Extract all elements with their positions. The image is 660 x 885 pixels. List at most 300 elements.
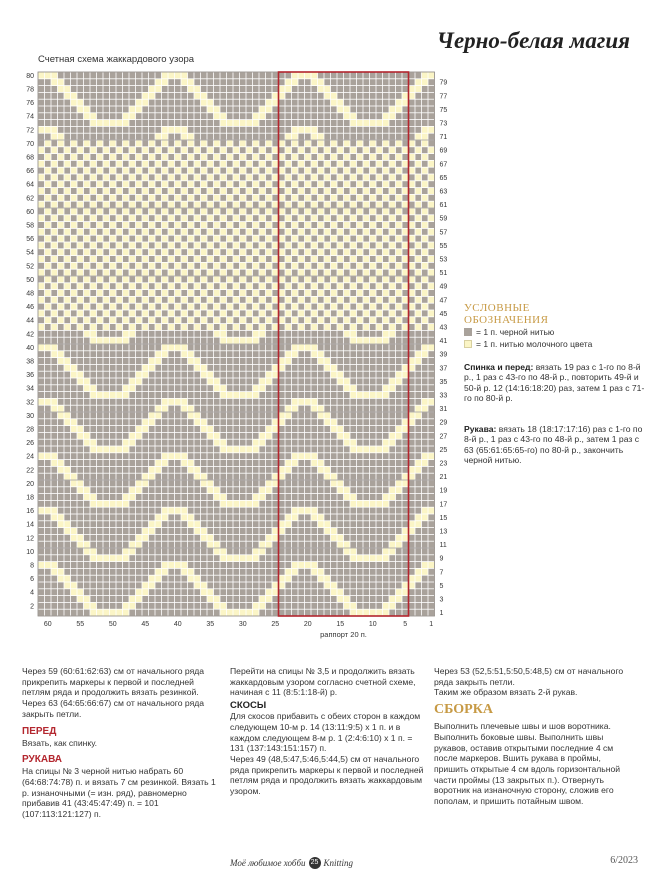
chart-cell <box>272 474 278 480</box>
chart-cell <box>370 576 376 582</box>
chart-cell <box>331 535 337 541</box>
chart-cell <box>38 195 44 201</box>
chart-cell <box>318 480 324 486</box>
chart-cell <box>272 569 278 575</box>
chart-cell <box>110 542 116 548</box>
chart-cell <box>279 542 285 548</box>
chart-cell <box>77 106 83 112</box>
chart-cell <box>389 487 395 493</box>
chart-cell <box>376 113 382 119</box>
chart-cell <box>389 385 395 391</box>
chart-cell <box>77 548 83 554</box>
chart-cell <box>363 514 369 520</box>
chart-cell <box>84 79 90 85</box>
chart-cell <box>84 392 90 398</box>
chart-cell <box>415 215 421 221</box>
chart-cell <box>363 453 369 459</box>
chart-cell <box>181 535 187 541</box>
legend-title-2: ОБОЗНАЧЕНИЯ <box>464 314 549 326</box>
chart-cell <box>337 474 343 480</box>
chart-cell <box>64 324 70 330</box>
chart-cell <box>285 528 291 534</box>
chart-cell <box>97 229 103 235</box>
chart-cell <box>253 290 259 296</box>
chart-cell <box>246 610 252 616</box>
chart-cell <box>136 290 142 296</box>
chart-cell <box>129 79 135 85</box>
chart-cell <box>194 535 200 541</box>
chart-cell <box>396 521 402 527</box>
chart-cell <box>214 399 220 405</box>
chart-cell <box>246 528 252 534</box>
chart-cell <box>415 603 421 609</box>
chart-cell <box>422 521 428 527</box>
chart-cell <box>64 222 70 228</box>
chart-cell <box>142 249 148 255</box>
chart-cell <box>175 406 181 412</box>
chart-cell <box>97 100 103 106</box>
chart-cell <box>337 433 343 439</box>
chart-cell <box>123 555 129 561</box>
chart-cell <box>77 140 83 146</box>
chart-cell <box>402 555 408 561</box>
chart-cell <box>97 222 103 228</box>
chart-cell <box>123 412 129 418</box>
chart-cell <box>38 338 44 344</box>
chart-cell <box>253 100 259 106</box>
chart-cell <box>389 542 395 548</box>
chart-cell <box>58 140 64 146</box>
chart-cell <box>253 283 259 289</box>
chart-cell <box>370 106 376 112</box>
chart-cell <box>142 168 148 174</box>
chart-cell <box>376 542 382 548</box>
chart-cell <box>363 134 369 140</box>
chart-cell <box>409 514 415 520</box>
chart-cell <box>363 446 369 452</box>
chart-cell <box>116 113 122 119</box>
chart-cell <box>38 120 44 126</box>
chart-cell <box>285 358 291 364</box>
chart-cell <box>51 208 57 214</box>
chart-cell <box>207 412 213 418</box>
chart-cell <box>402 487 408 493</box>
chart-cell <box>110 548 116 554</box>
chart-cell <box>409 426 415 432</box>
chart-cell <box>376 514 382 520</box>
chart-cell <box>45 106 51 112</box>
chart-cell <box>272 147 278 153</box>
chart-cell <box>363 378 369 384</box>
chart-cell <box>123 569 129 575</box>
chart-cell <box>149 283 155 289</box>
chart-cell <box>402 79 408 85</box>
chart-cell <box>116 263 122 269</box>
chart-cell <box>389 596 395 602</box>
chart-cell <box>84 208 90 214</box>
chart-cell <box>220 270 226 276</box>
chart-cell <box>97 521 103 527</box>
chart-cell <box>305 351 311 357</box>
chart-cell <box>58 365 64 371</box>
chart-cell <box>207 480 213 486</box>
chart-cell <box>64 535 70 541</box>
chart-cell <box>64 208 70 214</box>
chart-cell <box>402 535 408 541</box>
chart-cell <box>71 304 77 310</box>
chart-cell <box>116 603 122 609</box>
chart-cell <box>344 548 350 554</box>
chart-cell <box>110 603 116 609</box>
chart-cell <box>188 467 194 473</box>
chart-cell <box>337 412 343 418</box>
chart-cell <box>253 548 259 554</box>
chart-cell <box>123 460 129 466</box>
chart-cell <box>357 603 363 609</box>
chart-cell <box>175 542 181 548</box>
chart-cell <box>357 569 363 575</box>
chart-cell <box>272 222 278 228</box>
chart-cell <box>266 596 272 602</box>
chart-cell <box>103 222 109 228</box>
chart-cell <box>207 569 213 575</box>
chart-cell <box>305 100 311 106</box>
chart-cell <box>292 188 298 194</box>
chart-cell <box>396 460 402 466</box>
chart-cell <box>194 242 200 248</box>
chart-cell <box>409 338 415 344</box>
chart-cell <box>305 542 311 548</box>
chart-cell <box>220 589 226 595</box>
chart-cell <box>357 474 363 480</box>
chart-cell <box>318 297 324 303</box>
chart-cell <box>181 304 187 310</box>
chart-cell <box>116 514 122 520</box>
chart-cell <box>259 474 265 480</box>
chart-cell <box>363 93 369 99</box>
chart-cell <box>422 120 428 126</box>
chart-cell <box>207 93 213 99</box>
chart-cell <box>363 249 369 255</box>
chart-cell <box>298 215 304 221</box>
chart-cell <box>305 576 311 582</box>
chart-cell <box>149 242 155 248</box>
chart-cell <box>194 542 200 548</box>
chart-cell <box>227 480 233 486</box>
chart-cell <box>136 542 142 548</box>
chart-cell <box>103 195 109 201</box>
chart-cell <box>298 426 304 432</box>
chart-cell <box>331 242 337 248</box>
chart-cell <box>155 446 161 452</box>
chart-cell <box>181 412 187 418</box>
chart-cell <box>71 338 77 344</box>
legend-title-1: УСЛОВНЫЕ <box>464 302 530 314</box>
chart-cell <box>64 426 70 432</box>
chart-cell <box>77 304 83 310</box>
chart-cell <box>389 270 395 276</box>
chart-cell <box>71 256 77 262</box>
chart-cell <box>272 582 278 588</box>
chart-cell <box>123 188 129 194</box>
chart-cell <box>175 215 181 221</box>
row-tick-left: 20 <box>26 480 34 488</box>
chart-cell <box>71 548 77 554</box>
chart-cell <box>279 310 285 316</box>
chart-cell <box>383 358 389 364</box>
chart-cell <box>116 521 122 527</box>
chart-cell <box>272 542 278 548</box>
chart-cell <box>168 392 174 398</box>
chart-cell <box>305 514 311 520</box>
chart-cell <box>77 72 83 78</box>
chart-cell <box>370 426 376 432</box>
chart-cell <box>142 372 148 378</box>
chart-cell <box>305 508 311 514</box>
chart-cell <box>149 589 155 595</box>
chart-cell <box>409 283 415 289</box>
chart-cell <box>181 127 187 133</box>
chart-cell <box>318 174 324 180</box>
chart-cell <box>129 446 135 452</box>
chart-cell <box>389 528 395 534</box>
chart-cell <box>383 460 389 466</box>
chart-cell <box>175 283 181 289</box>
chart-cell <box>428 596 434 602</box>
chart-cell <box>207 263 213 269</box>
chart-cell <box>149 582 155 588</box>
chart-cell <box>97 542 103 548</box>
chart-cell <box>285 569 291 575</box>
chart-cell <box>90 202 96 208</box>
chart-cell <box>194 378 200 384</box>
chart-cell <box>155 440 161 446</box>
chart-cell <box>259 310 265 316</box>
chart-cell <box>227 344 233 350</box>
chart-cell <box>240 487 246 493</box>
chart-cell <box>337 154 343 160</box>
chart-cell <box>155 215 161 221</box>
chart-cell <box>116 174 122 180</box>
chart-cell <box>110 521 116 527</box>
chart-cell <box>350 276 356 282</box>
chart-cell <box>155 290 161 296</box>
chart-cell <box>324 304 330 310</box>
chart-cell <box>71 508 77 514</box>
chart-cell <box>350 174 356 180</box>
chart-cell <box>318 542 324 548</box>
chart-cell <box>168 528 174 534</box>
chart-cell <box>142 236 148 242</box>
chart-cell <box>285 317 291 323</box>
chart-cell <box>181 72 187 78</box>
chart-cell <box>123 127 129 133</box>
chart-cell <box>370 168 376 174</box>
chart-cell <box>207 446 213 452</box>
chart-cell <box>331 576 337 582</box>
chart-cell <box>240 202 246 208</box>
chart-cell <box>324 79 330 85</box>
chart-cell <box>344 508 350 514</box>
chart-cell <box>233 270 239 276</box>
chart-cell <box>422 236 428 242</box>
chart-cell <box>285 576 291 582</box>
chart-cell <box>253 127 259 133</box>
chart-cell <box>344 188 350 194</box>
chart-cell <box>428 392 434 398</box>
chart-cell <box>363 480 369 486</box>
chart-cell <box>266 134 272 140</box>
chart-cell <box>214 582 220 588</box>
chart-cell <box>188 168 194 174</box>
repeat-label: раппорт 20 п. <box>320 630 367 639</box>
chart-cell <box>428 603 434 609</box>
chart-cell <box>103 480 109 486</box>
chart-cell <box>136 249 142 255</box>
chart-cell <box>97 276 103 282</box>
chart-cell <box>246 440 252 446</box>
chart-cell <box>428 188 434 194</box>
chart-cell <box>51 521 57 527</box>
chart-cell <box>123 562 129 568</box>
chart-cell <box>129 474 135 480</box>
chart-cell <box>227 86 233 92</box>
chart-cell <box>142 419 148 425</box>
chart-cell <box>415 310 421 316</box>
chart-cell <box>272 86 278 92</box>
chart-cell <box>168 358 174 364</box>
chart-cell <box>422 589 428 595</box>
chart-cell <box>240 426 246 432</box>
chart-cell <box>51 406 57 412</box>
chart-cell <box>45 474 51 480</box>
chart-cell <box>298 297 304 303</box>
chart-cell <box>383 535 389 541</box>
chart-cell <box>77 610 83 616</box>
chart-cell <box>38 222 44 228</box>
chart-cell <box>149 365 155 371</box>
chart-cell <box>253 93 259 99</box>
chart-cell <box>149 147 155 153</box>
chart-cell <box>168 106 174 112</box>
chart-cell <box>233 147 239 153</box>
chart-cell <box>207 358 213 364</box>
chart-cell <box>337 236 343 242</box>
chart-cell <box>428 419 434 425</box>
chart-cell <box>175 263 181 269</box>
chart-cell <box>103 385 109 391</box>
chart-cell <box>272 419 278 425</box>
chart-cell <box>71 474 77 480</box>
chart-cell <box>311 331 317 337</box>
chart-cell <box>90 562 96 568</box>
chart-cell <box>259 270 265 276</box>
chart-cell <box>279 161 285 167</box>
chart-cell <box>188 569 194 575</box>
chart-cell <box>201 317 207 323</box>
chart-cell <box>123 426 129 432</box>
chart-cell <box>402 610 408 616</box>
chart-cell <box>246 582 252 588</box>
chart-cell <box>279 392 285 398</box>
chart-cell <box>363 140 369 146</box>
chart-cell <box>220 542 226 548</box>
chart-cell <box>363 440 369 446</box>
chart-cell <box>90 365 96 371</box>
chart-cell <box>123 147 129 153</box>
chart-cell <box>188 154 194 160</box>
chart-cell <box>129 147 135 153</box>
chart-cell <box>337 208 343 214</box>
chart-cell <box>370 242 376 248</box>
chart-cell <box>155 338 161 344</box>
chart-cell <box>298 603 304 609</box>
chart-cell <box>71 460 77 466</box>
chart-cell <box>259 304 265 310</box>
chart-cell <box>149 222 155 228</box>
chart-cell <box>142 270 148 276</box>
chart-cell <box>240 331 246 337</box>
chart-cell <box>116 582 122 588</box>
chart-cell <box>90 242 96 248</box>
chart-cell <box>389 576 395 582</box>
chart-cell <box>409 270 415 276</box>
chart-cell <box>214 134 220 140</box>
chart-cell <box>259 154 265 160</box>
chart-cell <box>311 263 317 269</box>
chart-cell <box>285 460 291 466</box>
chart-cell <box>116 290 122 296</box>
chart-cell <box>142 494 148 500</box>
chart-cell <box>71 453 77 459</box>
chart-cell <box>110 72 116 78</box>
chart-cell <box>123 215 129 221</box>
chart-cell <box>188 229 194 235</box>
chart-cell <box>58 215 64 221</box>
chart-cell <box>90 610 96 616</box>
chart-cell <box>214 147 220 153</box>
chart-cell <box>168 256 174 262</box>
chart-cell <box>279 79 285 85</box>
chart-cell <box>51 106 57 112</box>
chart-cell <box>97 480 103 486</box>
chart-cell <box>38 256 44 262</box>
chart-cell <box>103 120 109 126</box>
chart-cell <box>71 535 77 541</box>
chart-cell <box>318 576 324 582</box>
chart-cell <box>149 202 155 208</box>
chart-cell <box>233 100 239 106</box>
chart-cell <box>214 236 220 242</box>
chart-cell <box>45 236 51 242</box>
chart-cell <box>389 147 395 153</box>
chart-cell <box>97 161 103 167</box>
chart-cell <box>116 365 122 371</box>
chart-cell <box>103 147 109 153</box>
chart-cell <box>415 487 421 493</box>
chart-cell <box>240 392 246 398</box>
chart-cell <box>77 195 83 201</box>
chart-cell <box>318 147 324 153</box>
chart-cell <box>422 174 428 180</box>
chart-cell <box>272 385 278 391</box>
chart-cell <box>376 195 382 201</box>
chart-cell <box>415 440 421 446</box>
chart-cell <box>292 508 298 514</box>
chart-cell <box>415 467 421 473</box>
chart-cell <box>246 501 252 507</box>
chart-cell <box>305 263 311 269</box>
